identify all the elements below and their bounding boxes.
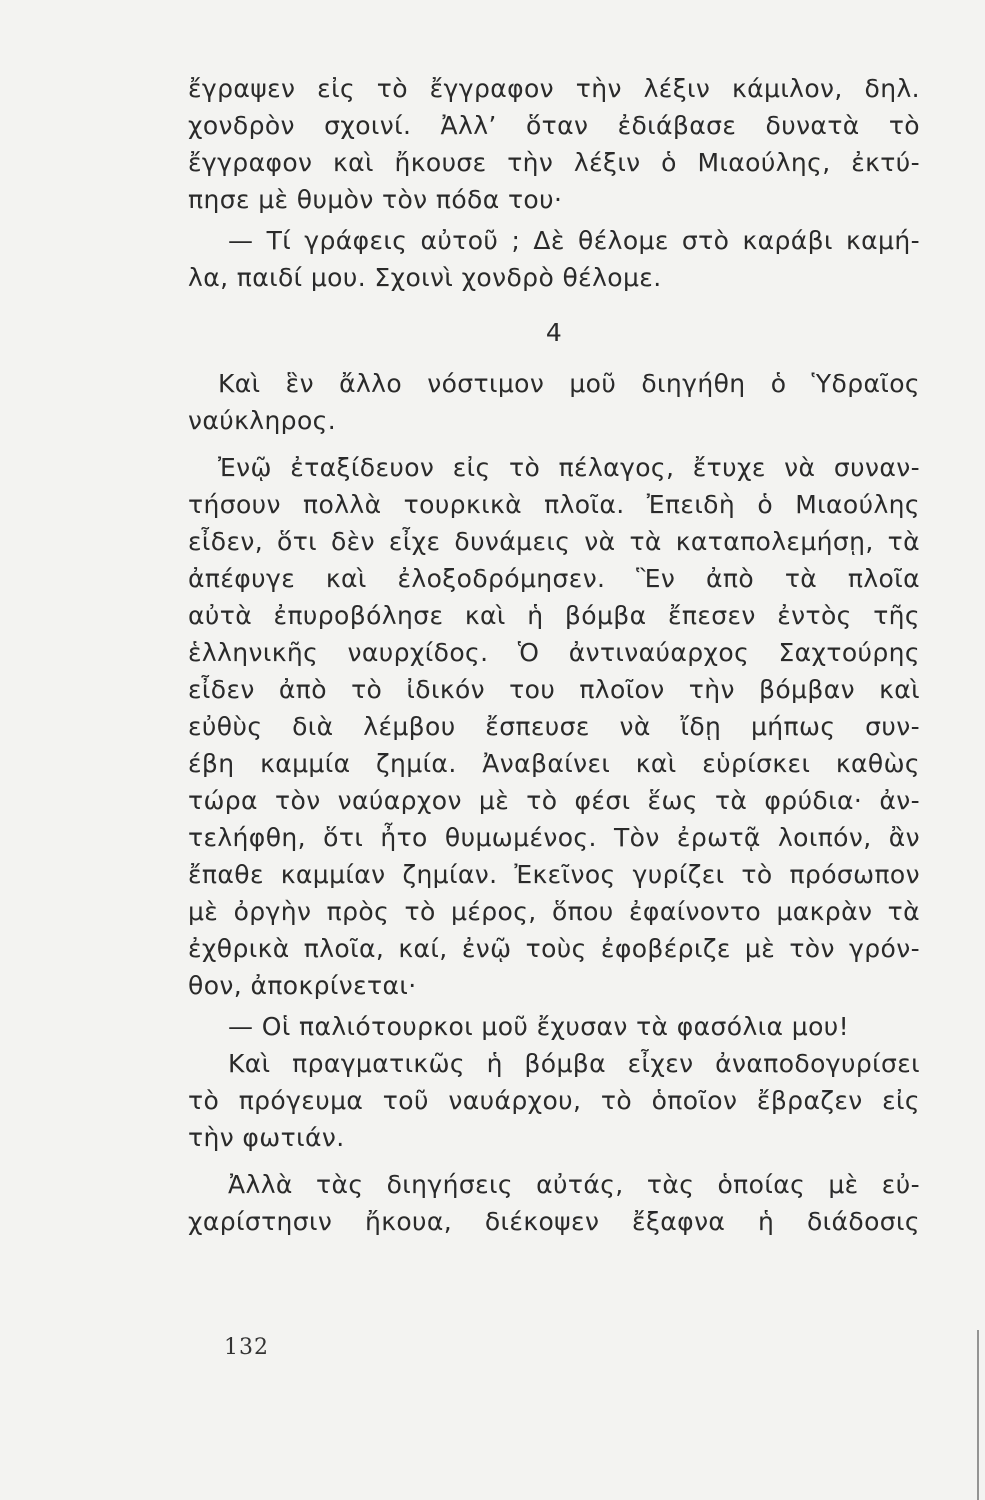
text-line: ἔγραψεν εἰς τὸ ἔγγραφον τὴν λέξιν κάμιλον, δηλ. <box>188 74 920 103</box>
text-line: τὴν φωτιάν. <box>188 1123 345 1152</box>
text-line: ἀπέφυγε καὶ ἐλοξοδρόμησεν. Ἓν ἀπὸ τὰ πλοῖα <box>188 564 920 593</box>
text-line: θον, ἀποκρίνεται· <box>188 971 417 1000</box>
text-line: εἶδεν ἀπὸ τὸ ἰδικόν του πλοῖον τὴν βόμβαν καὶ <box>188 675 920 704</box>
section-number: 4 <box>545 318 563 347</box>
text-line: ἔπαθε καμμίαν ζημίαν. Ἐκεῖνος γυρίζει τὸ πρόσωπον <box>188 860 920 889</box>
text-line: τώρα τὸν ναύαρχον μὲ τὸ φέσι ἕως τὰ φρύδια· ἀν- <box>188 786 920 815</box>
text-line: αὐτὰ ἐπυροβόλησε καὶ ἡ βόμβα ἔπεσεν ἐντὸς τῆς <box>188 601 920 630</box>
text-line: πησε μὲ θυμὸν τὸν πόδα του· <box>188 185 563 214</box>
text-line: έβη καμμία ζημία. Ἀναβαίνει καὶ εὑρίσκει καθὼς <box>188 749 920 778</box>
page-number: 132 <box>224 1335 269 1360</box>
text-line: ἑλληνικῆς ναυρχίδος. Ὁ ἀντιναύαρχος Σαχτούρης <box>188 638 920 667</box>
text-line: Καὶ πραγματικῶς ἡ βόμβα εἶχεν ἀναποδογυρίσει <box>228 1049 920 1078</box>
text-line: τελήφθη, ὅτι ἦτο θυμωμένος. Τὸν ἐρωτᾷ λοιπόν, ἂν <box>188 823 920 852</box>
text-line: — Τί γράφεις αὐτοῦ ; Δὲ θέλομε στὸ καράβι καμή- <box>228 226 920 255</box>
text-line: χονδρὸν σχοινί. Ἀλλ’ ὅταν ἐδιάβασε δυνατὰ τὸ <box>188 111 920 140</box>
text-line: ἐχθρικὰ πλοῖα, καί, ἐνῷ τοὺς ἐφοβέριζε μὲ τὸν γρόν- <box>188 934 920 963</box>
text-line: Καὶ ἓν ἄλλο νόστιμον μοῦ διηγήθη ὁ Ὑδραῖος <box>218 369 920 398</box>
text-line: εἶδεν, ὅτι δὲν εἶχε δυνάμεις νὰ τὰ καταπολεμήσῃ, τὰ <box>188 527 920 556</box>
text-line: μὲ ὀργὴν πρὸς τὸ μέρος, ὅπου ἐφαίνοντο μακρὰν τὰ <box>188 897 920 926</box>
body-text <box>188 70 920 1240</box>
text-line: Ἀλλὰ τὰς διηγήσεις αὐτάς, τὰς ὁποίας μὲ εὐ- <box>228 1170 920 1199</box>
text-line: Ἐνῷ ἐταξίδευον εἰς τὸ πέλαγος, ἔτυχε νὰ συναν- <box>218 453 920 482</box>
text-line: τήσουν πολλὰ τουρκικὰ πλοῖα. Ἐπειδὴ ὁ Μιαούλης <box>188 490 920 519</box>
text-line: τὸ πρόγευμα τοῦ ναυάρχου, τὸ ὁποῖον ἔβραζεν εἰς <box>188 1086 920 1115</box>
text-line: ἔγγραφον καὶ ἤκουσε τὴν λέξιν ὁ Μιαούλης, ἐκτύ- <box>188 148 920 177</box>
text-line: εὐθὺς διὰ λέμβου ἔσπευσε νὰ ἴδῃ μήπως συν- <box>188 712 920 741</box>
text-line: — Οἱ παλιότουρκοι μοῦ ἔχυσαν τὰ φασόλια μου! <box>228 1012 850 1041</box>
text-line: ναύκληρος. <box>188 406 337 435</box>
text-line: χαρίστησιν ἤκουα, διέκοψεν ἔξαφνα ἡ διάδοσις <box>188 1207 920 1236</box>
page-edge-mark <box>977 1330 979 1500</box>
text-line: λα, παιδί μου. Σχοινὶ χονδρὸ θέλομε. <box>188 263 662 292</box>
